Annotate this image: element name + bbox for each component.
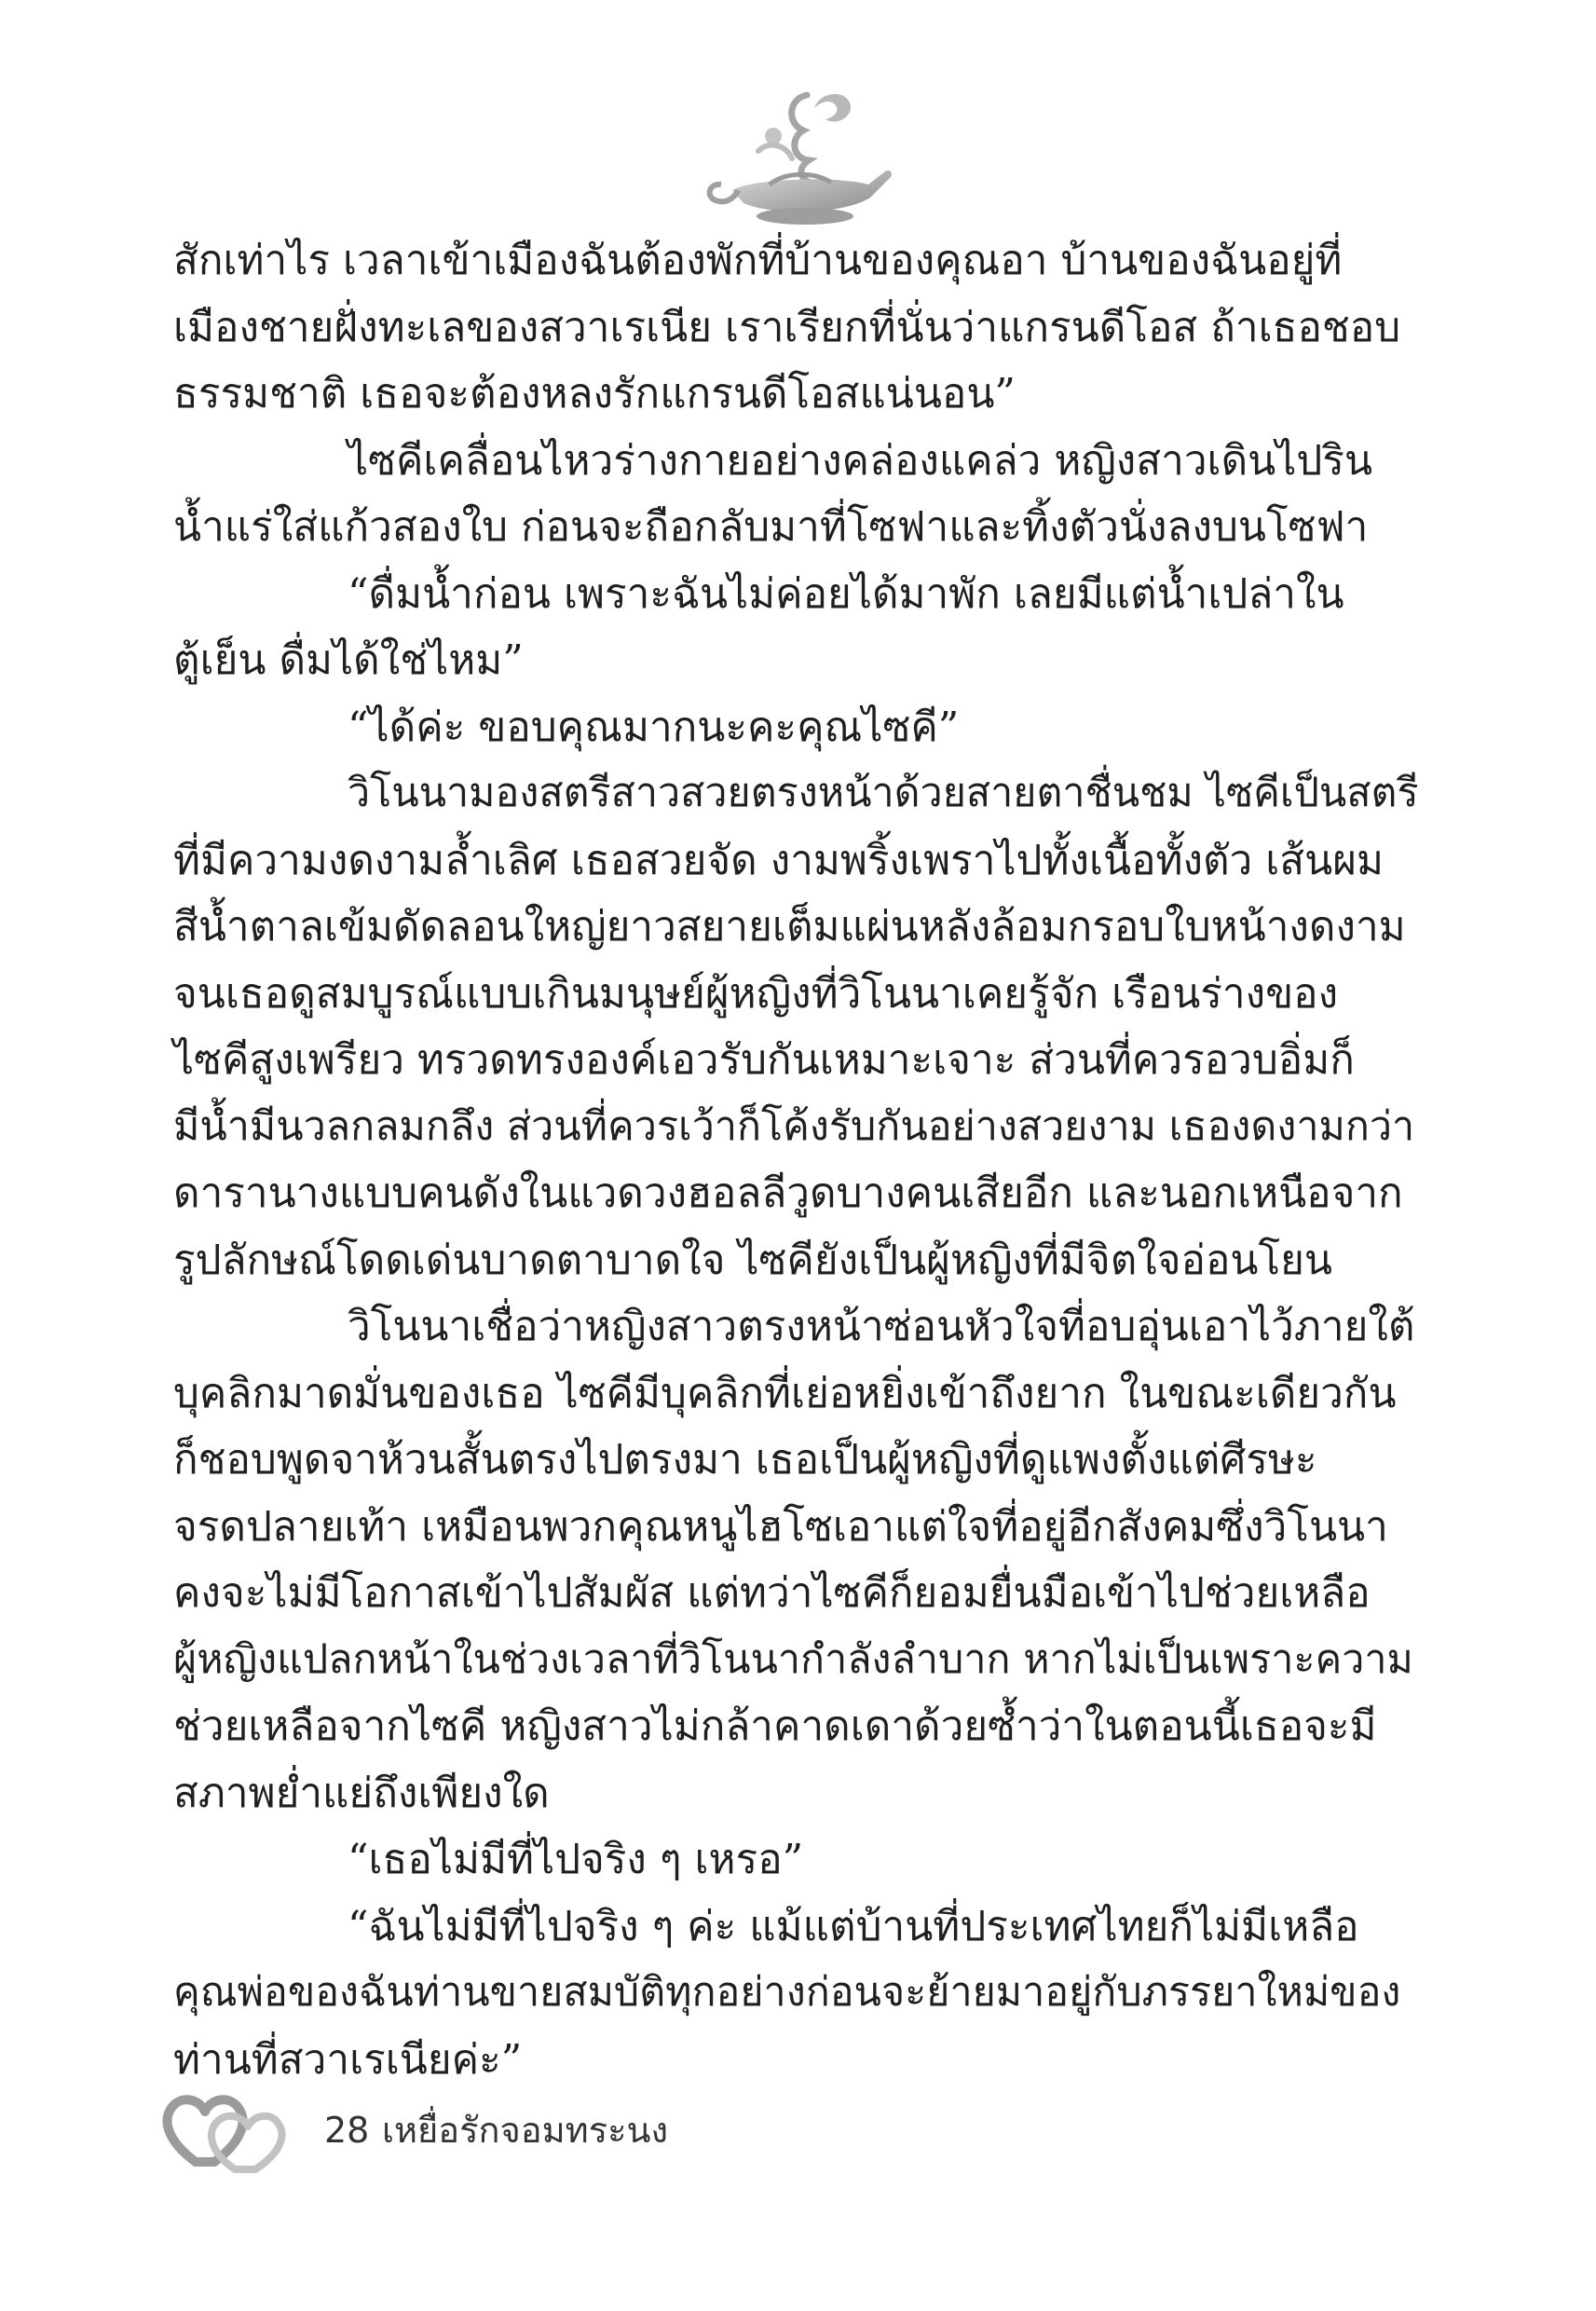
text-line: วิโนนามองสตรีสาวสวยตรงหน้าด้วยสายตาชื่นชม ไซคีเป็นสตรี — [348, 770, 1419, 816]
text-line: รูปลักษณ์โดดเด่นบาดตาบาดใจ ไซคียังเป็นผู้หญิงที่มีจิตใจอ่อนโยน — [173, 1236, 1332, 1284]
text-line: มีน้ำมีนวลกลมกลึง ส่วนที่ควรเว้าก็โค้งรับกันอย่างสวยงาม เธองดงามกว่า — [173, 1102, 1415, 1150]
text-line: สักเท่าไร เวลาเข้าเมืองฉันต้องพักที่บ้านของคุณอา บ้านของฉันอยู่ที่ — [173, 237, 1343, 284]
text-line: สีน้ำตาลเข้มดัดลอนใหญ่ยาวสยายเต็มแผ่นหลังล้อมกรอบใบหน้างดงาม — [173, 903, 1406, 950]
text-line: “ดื่มน้ำก่อน เพราะฉันไม่ค่อยได้มาพัก เลยมีแต่น้ำเปล่าใน — [348, 569, 1344, 618]
genie-lamp-ornament-icon — [695, 82, 900, 231]
text-line: จนเธอดูสมบูรณ์แบบเกินมนุษย์ผู้หญิงที่วิโนนาเคยรู้จัก เรือนร่างของ — [173, 969, 1339, 1018]
text-line: ผู้หญิงแปลกหน้าในช่วงเวลาที่วิโนนากำลังลำบาก หากไม่เป็นเพราะความ — [173, 1635, 1413, 1683]
text-line: “เธอไม่มีที่ไปจริง ๆ เหรอ” — [348, 1836, 804, 1883]
text-line: ช่วยเหลือจากไซคี หญิงสาวไม่กล้าคาดเดาด้วยซ้ำว่าในตอนนี้เธอจะมี — [173, 1702, 1377, 1750]
text-line: วิโนนาเชื่อว่าหญิงสาวตรงหน้าซ่อนหัวใจที่อบอุ่นเอาไว้ภายใต้ — [348, 1303, 1415, 1350]
text-line: ธรรมชาติ เธอจะต้องหลงรักแกรนดีโอสแน่นอน” — [173, 370, 1016, 417]
text-line: บุคลิกมาดมั่นของเธอ ไซคีมีบุคลิกที่เย่อหยิ่งเข้าถึงยาก ในขณะเดียวกัน — [173, 1369, 1397, 1417]
page-number: 28 — [324, 2110, 370, 2151]
text-line: จรดปลายเท้า เหมือนพวกคุณหนูไฮโซเอาแต่ใจที่อยู่อีกสังคมซึ่งวิโนนา — [173, 1502, 1388, 1551]
text-line: ท่านที่สวาเรเนียค่ะ” — [173, 2035, 523, 2084]
double-heart-icon — [158, 2084, 289, 2177]
page-footer — [158, 2084, 811, 2186]
text-line: คุณพ่อของฉันท่านขายสมบัติทุกอย่างก่อนจะย้ายมาอยู่กับภรรยาใหม่ของ — [173, 1969, 1401, 2016]
text-line: น้ำแร่ใส่แก้วสองใบ ก่อนจะถือกลับมาที่โซฟาและทิ้งตัวนั่งลงบนโซฟา — [173, 503, 1369, 551]
text-line: ที่มีความงดงามล้ำเลิศ เธอสวยจัด งามพริ้งเพราไปทั้งเนื้อทั้งตัว เส้นผม — [173, 836, 1385, 884]
text-line: ดารานางแบบคนดังในแวดวงฮอลลีวูดบางคนเสียอีก และนอกเหนือจาก — [173, 1169, 1403, 1217]
text-line: ก็ชอบพูดจาห้วนสั้นตรงไปตรงมา เธอเป็นผู้หญิงที่ดูแพงตั้งแต่ศีรษะ — [173, 1436, 1317, 1484]
text-line: ตู้เย็น ดื่มได้ใช่ไหม” — [173, 636, 524, 684]
book-title: เหยื่อรักจอมทระนง — [382, 2110, 669, 2151]
story-text — [173, 227, 1422, 2093]
text-line: ไซคีเคลื่อนไหวร่างกายอย่างคล่องแคล่ว หญิงสาวเดินไปริน — [348, 436, 1373, 485]
text-line: สภาพย่ำแย่ถึงเพียงใด — [173, 1769, 550, 1817]
text-line: “ได้ค่ะ ขอบคุณมากนะคะคุณไซคี” — [348, 703, 960, 751]
text-line: คงจะไม่มีโอกาสเข้าไปสัมผัส แต่ทว่าไซคีก็ยอมยื่นมือเข้าไปช่วยเหลือ — [173, 1569, 1371, 1617]
text-line: ไซคีสูงเพรียว ทรวดทรงองค์เอวรับกันเหมาะเจาะ ส่วนที่ควรอวบอิ่มก็ — [173, 1036, 1355, 1084]
text-line: “ฉันไม่มีที่ไปจริง ๆ ค่ะ แม้แต่บ้านที่ประเทศไทยก็ไม่มีเหลือ — [348, 1902, 1359, 1950]
text-line: เมืองชายฝั่งทะเลของสวาเรเนีย เราเรียกที่นั่นว่าแกรนดีโอส ถ้าเธอชอบ — [173, 303, 1401, 351]
